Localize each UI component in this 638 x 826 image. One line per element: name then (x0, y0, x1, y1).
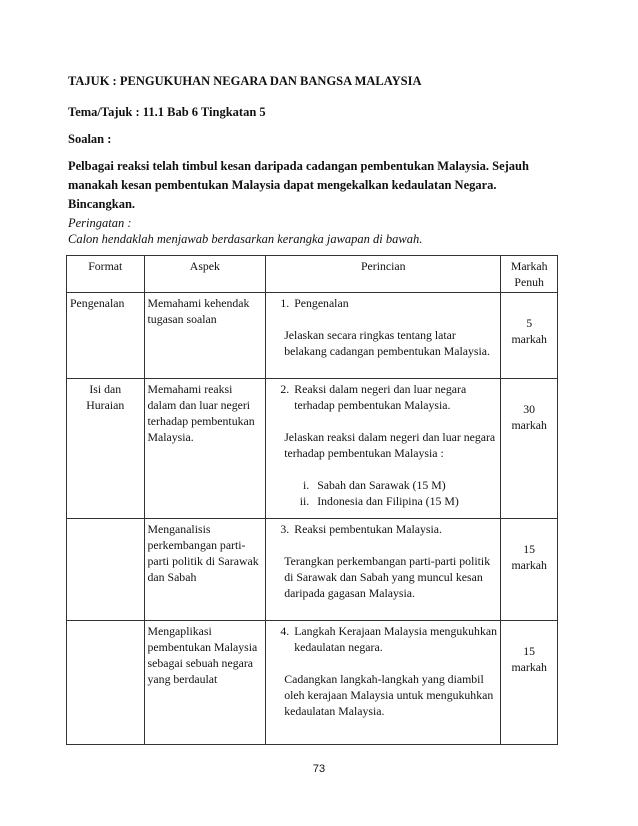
item-description: Terangkan perkembangan parti-parti politik di Sarawak dan Sabah yang muncul kesan daripada gagasan Malaysia. (284, 554, 491, 600)
item-number: 2. (280, 382, 290, 396)
page-number: 73 (312, 763, 326, 775)
item-title: Pengenalan (294, 296, 349, 310)
row-format: Pengenalan (67, 293, 145, 379)
markah-value: 30 (523, 402, 536, 416)
table-row (67, 519, 558, 621)
row-markah (501, 379, 558, 519)
document-heading: TAJUK : PENGUKUHAN NEGARA DAN BANGSA MALAYSIA (68, 74, 422, 88)
sub-item-number: ii. (299, 494, 310, 508)
item-description: Jelaskan secara ringkas tentang latar belakang cadangan pembentukan Malaysia. (284, 328, 490, 358)
markah-value: 5 (526, 316, 533, 330)
row-format (67, 621, 145, 745)
row-format: Isi dan Huraian (67, 379, 145, 519)
markah-value: 15 (523, 644, 536, 658)
markah-value: 15 (523, 542, 536, 556)
item-title: Langkah Kerajaan Malaysia mengukuhkan kedaulatan negara. (294, 624, 497, 654)
sub-item-text: Sabah dan Sarawak (15 M) (317, 478, 446, 492)
question-text: Pelbagai reaksi telah timbul kesan daripada cadangan pembentukan Malaysia. Sejauh manakah kesan pembentukan Malaysia dapat mengekalkan kedaulatan Negara. Bincangkan. (68, 159, 529, 211)
row-perincian (266, 293, 501, 379)
item-title: Reaksi pembentukan Malaysia. (294, 522, 442, 536)
item-number: 3. (280, 522, 290, 536)
reminder-label: Peringatan : (68, 216, 132, 230)
row-aspek: Memahami reaksi dalam dan luar negeri terhadap pembentukan Malaysia. (144, 379, 266, 519)
row-perincian (266, 379, 501, 519)
row-perincian (266, 519, 501, 621)
sub-item-text: Indonesia dan Filipina (15 M) (317, 494, 459, 508)
header-aspek: Aspek (144, 256, 266, 293)
header-perincian: Perincian (266, 256, 501, 293)
table-row (67, 621, 558, 745)
table-row (67, 293, 558, 379)
item-number: 1. (280, 296, 290, 310)
markah-unit: markah (511, 660, 547, 674)
item-description: Cadangkan langkah-langkah yang diambil oleh kerajaan Malaysia untuk mengukuhkan kedaulatan Malaysia. (284, 672, 494, 718)
markah-unit: markah (511, 418, 547, 432)
table-row (67, 379, 558, 519)
item-number: 4. (280, 624, 290, 638)
header-format: Format (67, 256, 145, 293)
header-markah: Markah Penuh (501, 256, 558, 293)
sub-item (269, 477, 497, 493)
table-header-row (67, 256, 558, 293)
sub-item-number: i. (302, 478, 310, 492)
question-label: Soalan : (68, 132, 112, 146)
item-title: Reaksi dalam negeri dan luar negara terhadap pembentukan Malaysia. (294, 382, 467, 412)
reminder-text: Calon hendaklah menjawab berdasarkan kerangka jawapan di bawah. (68, 232, 423, 246)
markah-unit: markah (511, 558, 547, 572)
sub-item (269, 493, 497, 509)
row-markah (501, 293, 558, 379)
answer-framework-table (66, 255, 558, 745)
item-description: Jelaskan reaksi dalam negeri dan luar negara terhadap pembentukan Malaysia : (284, 430, 496, 460)
row-markah (501, 621, 558, 745)
row-aspek: Mengaplikasi pembentukan Malaysia sebagai sebuah negara yang berdaulat (144, 621, 266, 745)
markah-unit: markah (511, 332, 547, 346)
row-perincian (266, 621, 501, 745)
row-aspek: Menganalisis perkembangan parti-parti politik di Sarawak dan Sabah (144, 519, 266, 621)
topic-line: Tema/Tajuk : 11.1 Bab 6 Tingkatan 5 (68, 105, 266, 119)
row-aspek: Memahami kehendak tugasan soalan (144, 293, 266, 379)
row-markah (501, 519, 558, 621)
row-format (67, 519, 145, 621)
